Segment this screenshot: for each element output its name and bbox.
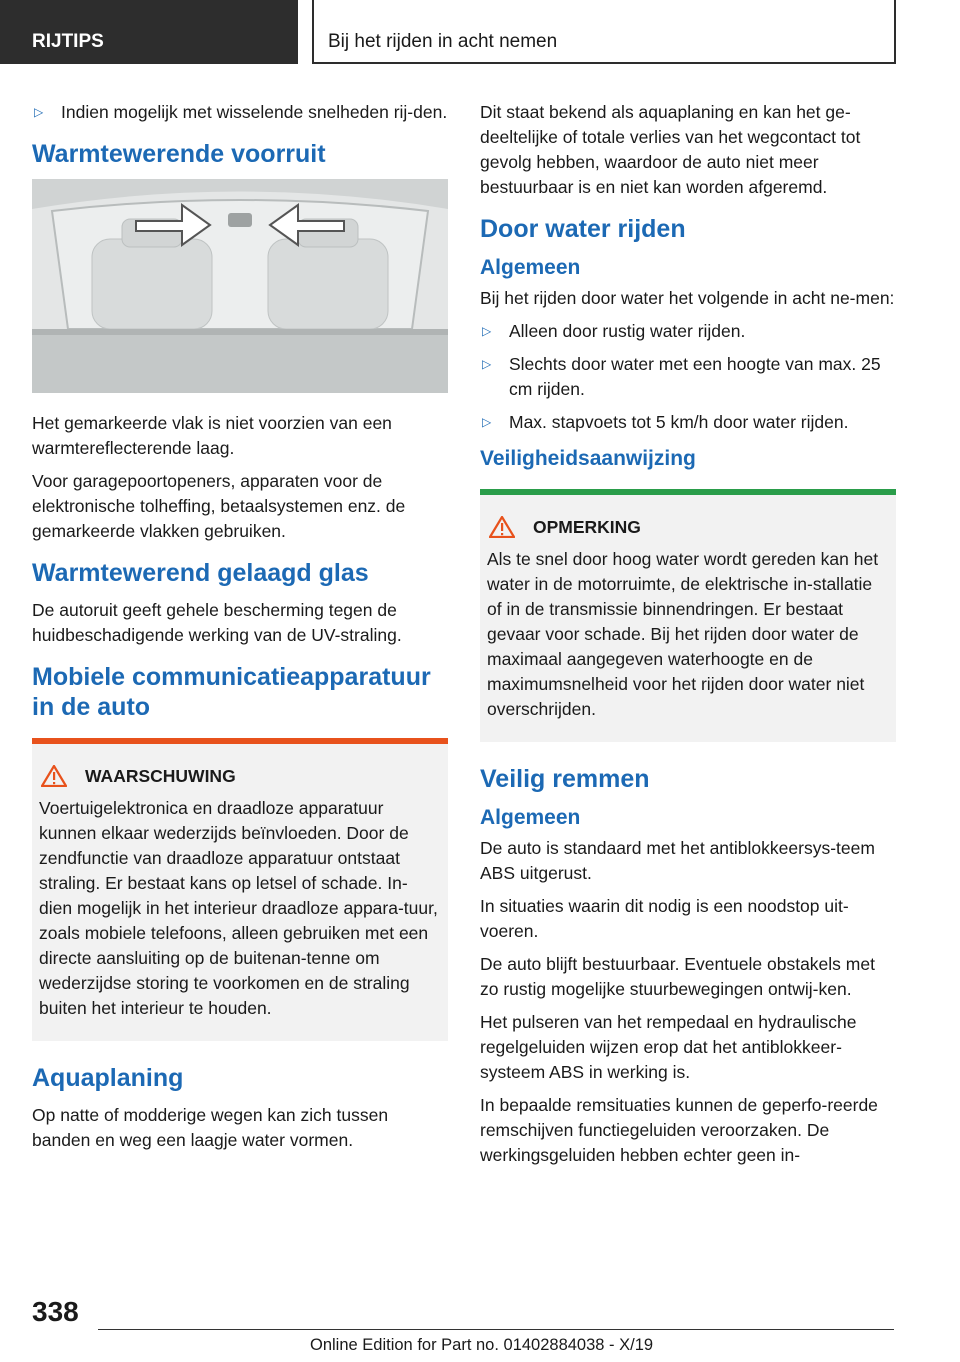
heading-veilig-remmen: Veilig remmen [480, 765, 650, 793]
heading-warmtewerend-gelaagd-glas: Warmtewerend gelaagd glas [32, 559, 369, 587]
chapter-title: Bij het rijden in acht nemen [312, 0, 896, 64]
triangle-bullet-icon: ▷ [482, 324, 492, 338]
paragraph: Het pulseren van het rempedaal en hydraulische regelgeluiden wijzen erop dat het antiblokkeer-systeem ABS in werking is. [480, 1012, 857, 1082]
paragraph: Het gemarkeerde vlak is niet voorzien van een warmtereflecterende laag. [32, 413, 392, 458]
note-box [480, 489, 896, 742]
warning-box [32, 738, 448, 1041]
warning-title: WAARSCHUWING [39, 764, 440, 788]
warning-text: Voertuigelektronica en draadloze apparatuur kunnen elkaar wederzijds beïnvloeden. Door de zendfunctie van draadloze apparatuur ontstaat straling. Er bestaat kans op letsel of schade. In-dien mogelijk in het interieur draadloze appara-tuur, zoals mobiele telefoons, alleen gebruiken met een directe aansluiting op de buitenan-tenne om wederzijdse storing te voorkomen en de straling buiten het interieur te houden. [39, 798, 438, 1018]
paragraph: In bepaalde remsituaties kunnen de geperfo-reerde remschijven functiegeluiden veroorzaken. De werkingsgeluiden hebben echter geen in- [480, 1095, 878, 1165]
list-item: ▷ Slechts door water met een hoogte van max. 25 cm rijden. [482, 354, 881, 399]
heading-mobiele-communicatie: Mobiele communicatieapparatuur in de auto [32, 663, 431, 721]
edition-note: Online Edition for Part no. 01402884038 - X/19 [310, 1336, 654, 1354]
paragraph: De auto blijft bestuurbaar. Eventuele obstakels met zo rustig mogelijke stuurbewegingen ontwij-ken. [480, 954, 875, 999]
section-label: RIJTIPS [0, 0, 298, 64]
heading-aquaplaning: Aquaplaning [32, 1064, 184, 1092]
footer-divider [98, 1329, 894, 1330]
paragraph: Dit staat bekend als aquaplaning en kan het ge-deeltelijke of totale verlies van het wegcontact tot gevolg hebben, waardoor de auto niet meer bestuurbaar is en niet kan worden afgeremd. [480, 102, 861, 197]
note-title: OPMERKING [487, 515, 888, 539]
triangle-bullet-icon: ▷ [482, 415, 492, 429]
note-text: Als te snel door hoog water wordt gereden kan het water in de motorruimte, de elektrische in-stallatie of in de transmissie binnendringen. Er bestaat gevaar voor schade. Bij het rijden door water de maximaal aangegeven waterhoogte en de maximumsnelheid voor het rijden door water niet overschrijden. [487, 549, 879, 719]
list-item: ▷ Max. stapvoets tot 5 km/h door water rijden. [480, 410, 896, 435]
paragraph: Bij het rijden door water het volgende in acht ne-men: [480, 288, 895, 308]
subheading-veiligheidsaanwijzing: Veiligheidsaanwijzing [480, 447, 696, 470]
heading-door-water-rijden: Door water rijden [480, 215, 686, 243]
windshield-illustration [32, 179, 448, 393]
paragraph: Voor garagepoortopeners, apparaten voor de elektronische tolheffing, betaalsystemen enz. de gemarkeerde vlakken gebruiken. [32, 471, 406, 541]
page-number: 338 [32, 1296, 79, 1327]
paragraph: In situaties waarin dit nodig is een noodstop uit-voeren. [480, 896, 849, 941]
warning-triangle-icon [489, 516, 515, 538]
triangle-bullet-icon: ▷ [482, 357, 492, 371]
subheading-algemeen: Algemeen [480, 806, 581, 829]
warning-triangle-icon [41, 765, 67, 787]
car-interior-image [32, 179, 448, 393]
paragraph: Op natte of modderige wegen kan zich tussen banden en weg een laagje water vormen. [32, 1105, 389, 1150]
page-header [0, 0, 960, 66]
heading-warmtewerende-voorruit: Warmtewerende voorruit [32, 140, 326, 168]
list-item: ▷ Indien mogelijk met wisselende snelheden rij-den. [32, 100, 448, 125]
left-column [32, 100, 448, 1161]
paragraph: De auto is standaard met het antiblokkeersys-teem ABS uitgerust. [480, 838, 875, 883]
paragraph: De autoruit geeft gehele bescherming tegen de huidbeschadigende werking van de UV-straling. [32, 600, 402, 645]
subheading-algemeen: Algemeen [480, 256, 581, 279]
triangle-bullet-icon: ▷ [34, 105, 44, 119]
list-item: ▷ Alleen door rustig water rijden. [480, 319, 896, 344]
right-column [480, 100, 896, 1176]
